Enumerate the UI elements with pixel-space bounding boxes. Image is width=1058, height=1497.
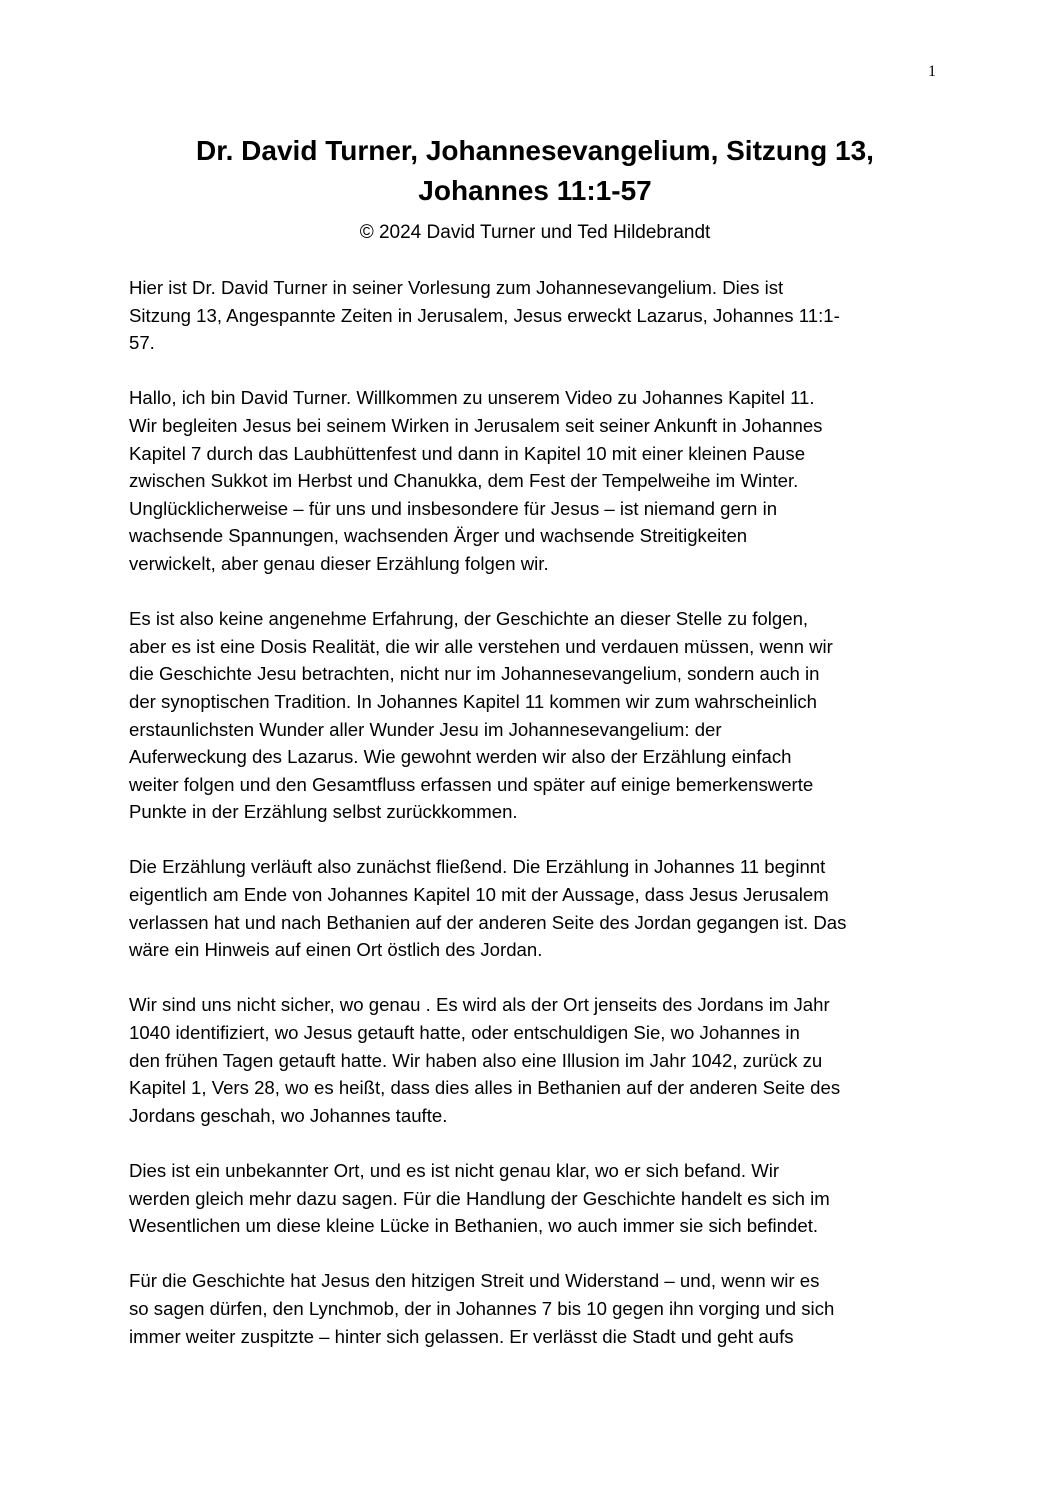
paragraph-line: eigentlich am Ende von Johannes Kapitel 10 mit der Aussage, dass Jesus Jerusalem bbox=[129, 884, 829, 906]
paragraph-line: Wir sind uns nicht sicher, wo genau . Es wird als der Ort jenseits des Jordans im Jahr bbox=[129, 994, 830, 1016]
paragraph bbox=[129, 1157, 941, 1240]
copyright-notice: © 2024 David Turner und Ted Hildebrandt bbox=[359, 222, 711, 243]
paragraph-line: weiter folgen und den Gesamtfluss erfassen und später auf einige bemerkenswerte bbox=[129, 773, 814, 795]
paragraph-line: wachsende Spannungen, wachsenden Ärger und wachsende Streitigkeiten bbox=[129, 525, 748, 547]
paragraph-line: erstaunlichsten Wunder aller Wunder Jesu im Johannesevangelium: der bbox=[129, 718, 722, 740]
paragraph-line: die Geschichte Jesu betrachten, nicht nur im Johannesevangelium, sondern auch in bbox=[129, 663, 820, 685]
paragraph-line: Hallo, ich bin David Turner. Willkommen zu unserem Video zu Johannes Kapitel 11. bbox=[129, 387, 815, 409]
paragraph bbox=[129, 274, 941, 357]
paragraph bbox=[129, 605, 941, 826]
paragraph-line: Sitzung 13, Angespannte Zeiten in Jerusalem, Jesus erweckt Lazarus, Johannes 11:1- bbox=[129, 304, 840, 326]
paragraph-line: 57. bbox=[129, 332, 155, 354]
paragraph-line: wäre ein Hinweis auf einen Ort östlich des Jordan. bbox=[129, 939, 543, 961]
paragraph-line: Punkte in der Erzählung selbst zurückkommen. bbox=[129, 801, 518, 823]
paragraph-line: 1040 identifiziert, wo Jesus getauft hatte, oder entschuldigen Sie, wo Johannes in bbox=[129, 1022, 800, 1044]
paragraph-line: Unglücklicherweise – für uns und insbesondere für Jesus – ist niemand gern in bbox=[129, 497, 778, 519]
page-number: 1 bbox=[928, 63, 936, 80]
paragraph-line: Kapitel 1, Vers 28, wo es heißt, dass dies alles in Bethanien auf der anderen Seite des bbox=[129, 1077, 841, 1099]
paragraph-line: Die Erzählung verläuft also zunächst fließend. Die Erzählung in Johannes 11 beginnt bbox=[129, 856, 826, 878]
paragraph bbox=[129, 384, 941, 577]
paragraph bbox=[129, 1267, 941, 1350]
paragraph-line: zwischen Sukkot im Herbst und Chanukka, dem Fest der Tempelweihe im Winter. bbox=[129, 470, 799, 492]
body-text bbox=[129, 274, 941, 1378]
paragraph-line: Jordans geschah, wo Johannes taufte. bbox=[129, 1104, 448, 1126]
paragraph-line: verlassen hat und nach Bethanien auf der anderen Seite des Jordan gegangen ist. Das bbox=[129, 911, 847, 933]
paragraph-line: Dies ist ein unbekannter Ort, und es ist nicht genau klar, wo er sich befand. Wir bbox=[129, 1160, 780, 1181]
paragraph-line: so sagen dürfen, den Lynchmob, der in Johannes 7 bis 10 gegen ihn vorging und sich bbox=[129, 1297, 835, 1319]
paragraph-line: aber es ist eine Dosis Realität, die wir alle verstehen und verdauen müssen, wenn wir bbox=[129, 635, 833, 657]
paragraph-line: verwickelt, aber genau dieser Erzählung folgen wir. bbox=[129, 552, 549, 574]
paragraph-line: Auferweckung des Lazarus. Wie gewohnt werden wir also der Erzählung einfach bbox=[129, 746, 792, 768]
paragraph-line: den frühen Tagen getauft hatte. Wir haben also eine Illusion im Jahr 1042, zurück zu bbox=[129, 1049, 823, 1071]
document-title-line-1: Dr. David Turner, Johannesevangelium, Sitzung 13, bbox=[196, 135, 874, 166]
paragraph-line: Kapitel 7 durch das Laubhüttenfest und dann in Kapitel 10 mit einer kleinen Pause bbox=[129, 442, 806, 464]
paragraph-line: Für die Geschichte hat Jesus den hitzigen Streit und Widerstand – und, wenn wir es bbox=[129, 1270, 820, 1292]
paragraph-line: werden gleich mehr dazu sagen. Für die Handlung der Geschichte handelt es sich im bbox=[129, 1187, 830, 1209]
document-title-line-2: Johannes 11:1-57 bbox=[418, 175, 652, 206]
paragraph bbox=[129, 853, 941, 963]
document-title bbox=[100, 131, 970, 211]
paragraph-line: Es ist also keine angenehme Erfahrung, der Geschichte an dieser Stelle zu folgen, bbox=[129, 608, 809, 630]
paragraph-line: der synoptischen Tradition. In Johannes Kapitel 11 kommen wir zum wahrscheinlich bbox=[129, 690, 817, 712]
paragraph-line: Wesentlichen um diese kleine Lücke in Bethanien, wo auch immer sie sich befindet. bbox=[129, 1215, 819, 1237]
paragraph-line: immer weiter zuspitzte – hinter sich gelassen. Er verlässt die Stadt und geht aufs bbox=[129, 1325, 794, 1347]
paragraph-line: Hier ist Dr. David Turner in seiner Vorlesung zum Johannesevangelium. Dies ist bbox=[129, 277, 784, 298]
paragraph-line: Wir begleiten Jesus bei seinem Wirken in Jerusalem seit seiner Ankunft in Johannes bbox=[129, 414, 823, 436]
paragraph bbox=[129, 991, 941, 1129]
